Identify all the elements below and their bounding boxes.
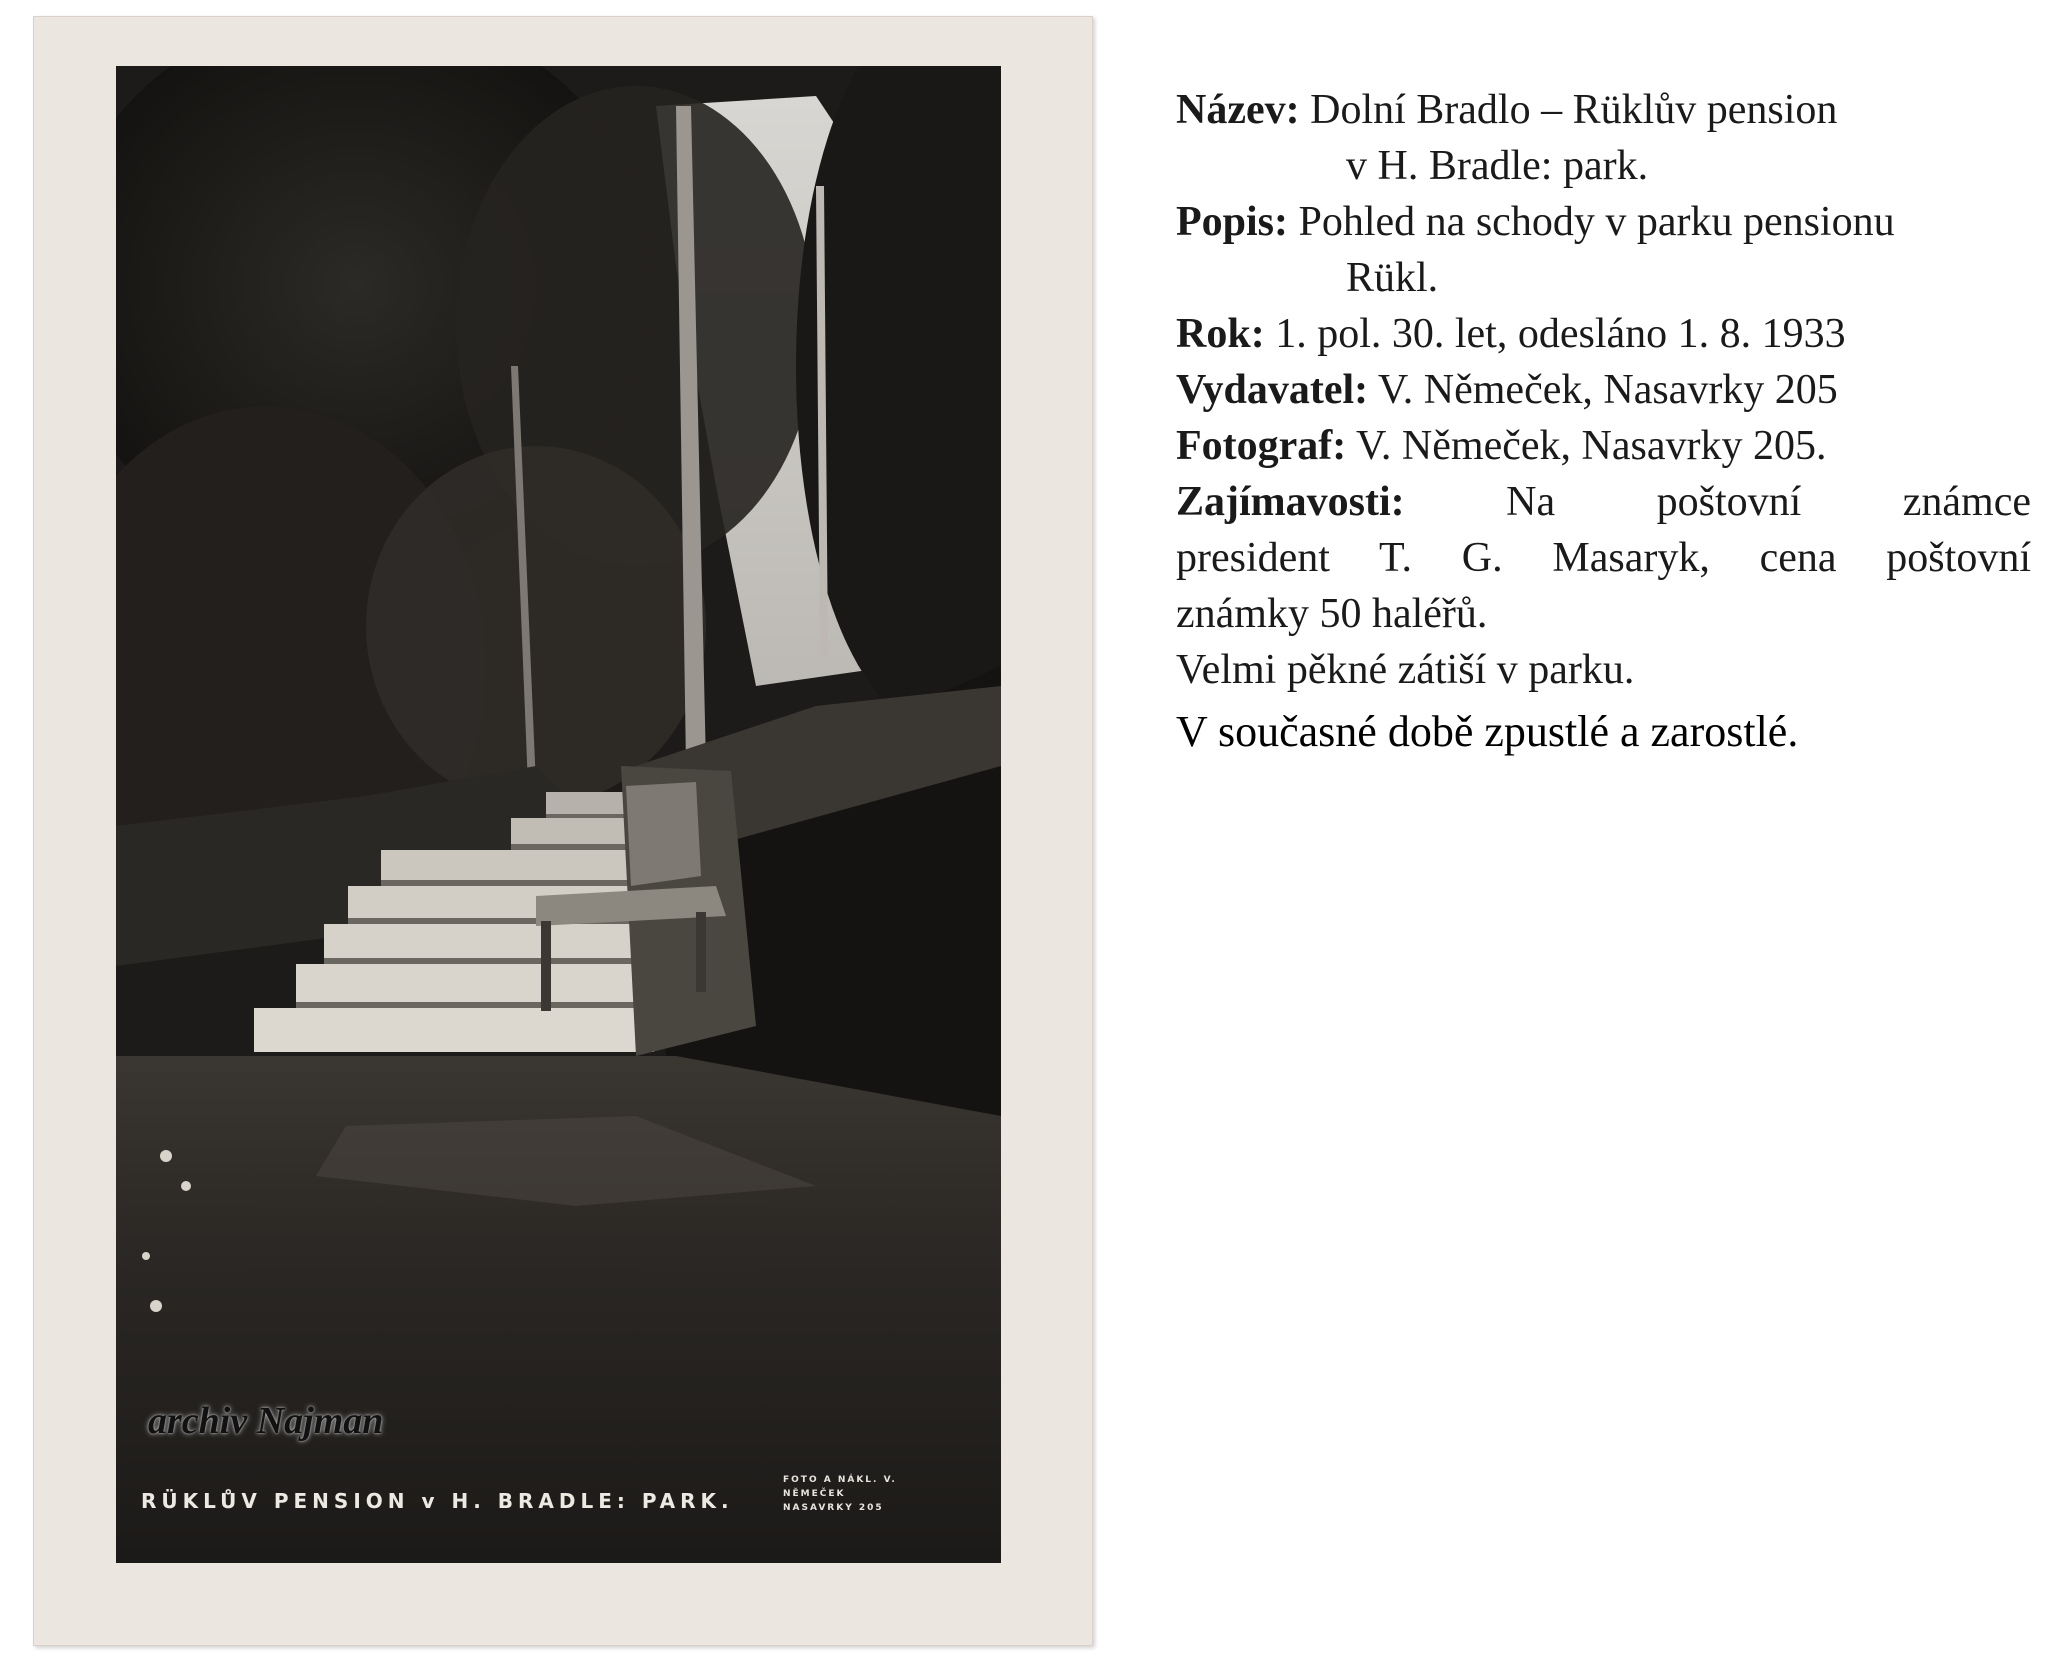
photo-credit-line1: FOTO A NÁKL. V. NĚMEČEK — [783, 1475, 897, 1499]
fotograf-value: V. Němeček, Nasavrky 205. — [1356, 423, 1827, 469]
photo-credit — [783, 1473, 963, 1515]
park-stairs-photo — [116, 66, 1001, 1563]
rok-label: Rok: — [1176, 311, 1265, 357]
zajimavosti-line1: Na poštovní známce — [1506, 479, 2031, 525]
vydavatel-label: Vydavatel: — [1176, 367, 1369, 413]
zajimavosti-line3: známky 50 haléřů. — [1176, 591, 1488, 637]
popis-line1: Pohled na schody v parku pensionu — [1298, 199, 1895, 245]
fotograf-label: Fotograf: — [1176, 423, 1347, 469]
postcard-description — [1176, 82, 2031, 760]
photo-caption: RÜKLŮV PENSION v H. BRADLE: PARK. — [141, 1489, 734, 1513]
nazev-line1: Dolní Bradlo – Rüklův pension — [1310, 87, 1838, 133]
popis-row — [1176, 194, 2031, 306]
zajimavosti-row — [1176, 474, 2031, 530]
nazev-line2: v H. Bradle: park. — [1346, 143, 1649, 189]
photo-credit-line2: NASAVRKY 205 — [783, 1503, 884, 1513]
note-2: V současné době zpustlé a zarostlé. — [1176, 707, 1799, 756]
rok-value: 1. pol. 30. let, odesláno 1. 8. 1933 — [1275, 311, 1846, 357]
postcard — [33, 16, 1093, 1646]
nazev-row — [1176, 82, 2031, 194]
vydavatel-row — [1176, 362, 2031, 418]
postcard-photo — [116, 66, 1001, 1563]
rok-row — [1176, 306, 2031, 362]
popis-label: Popis: — [1176, 199, 1289, 245]
zajimavosti-line2: president T. G. Masaryk, cena poštovní — [1176, 535, 2031, 581]
note-1: Velmi pěkné zátiší v parku. — [1176, 647, 1635, 693]
vydavatel-value: V. Němeček, Nasavrky 205 — [1377, 367, 1838, 413]
fotograf-row — [1176, 418, 2031, 474]
zajimavosti-label: Zajímavosti: — [1176, 479, 1405, 525]
nazev-label: Název: — [1176, 87, 1300, 133]
popis-line2: Rükl. — [1346, 255, 1439, 301]
archive-watermark: archiv Najman — [148, 1400, 384, 1442]
